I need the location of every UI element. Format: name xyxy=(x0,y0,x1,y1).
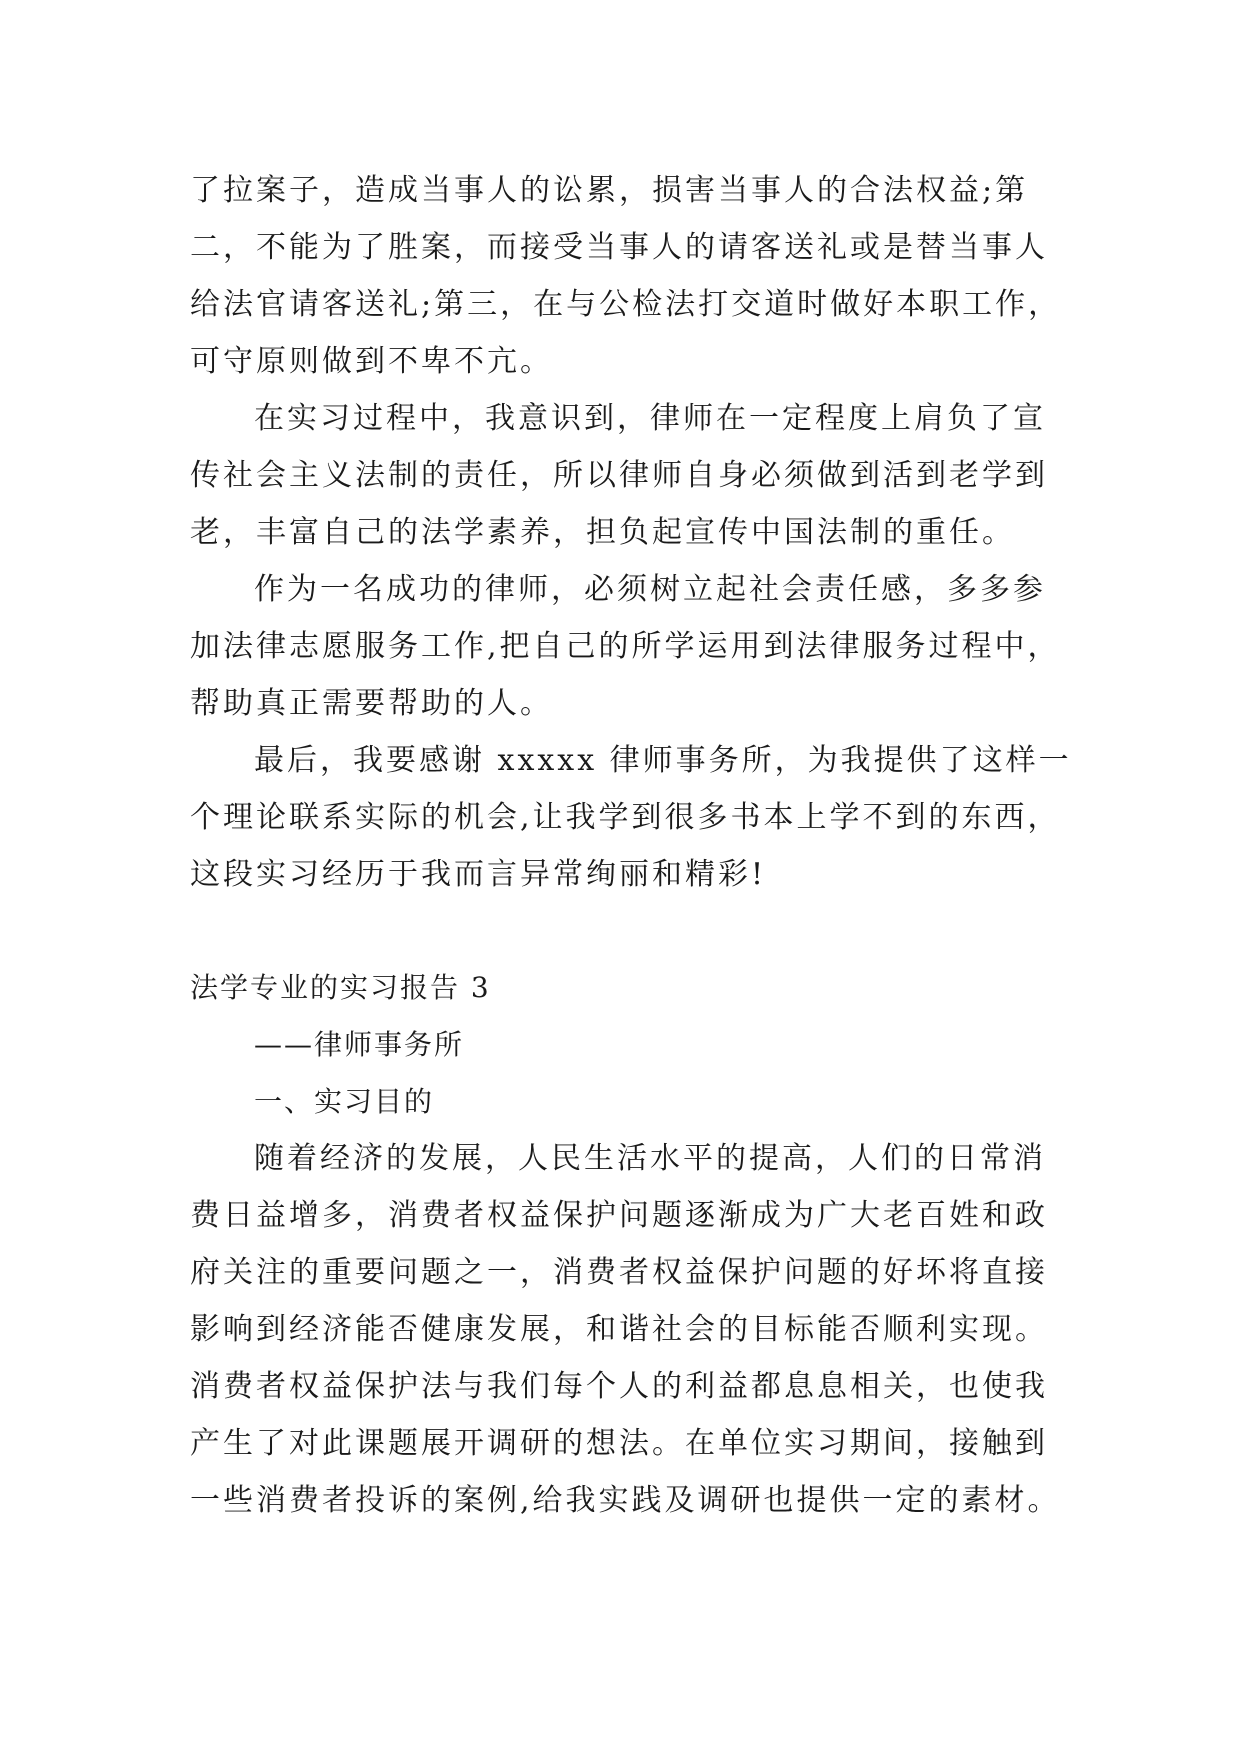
paragraph-4 xyxy=(190,732,1070,903)
paragraph-line: 给法官请客送礼;第三，在与公检法打交道时做好本职工作， xyxy=(190,287,1062,322)
paragraph-1 xyxy=(190,162,1070,390)
paragraph-line: 在实习过程中，我意识到，律师在一定程度上肩负了宣 xyxy=(254,401,1046,436)
paragraph-line: 随着经济的发展，人民生活水平的提高，人们的日常消 xyxy=(254,1141,1046,1176)
paragraph-line: 产生了对此课题展开调研的想法。在单位实习期间，接触到 xyxy=(190,1426,1048,1461)
paragraph-line: 最后，我要感谢 xxxxx 律师事务所，为我提供了这样一 xyxy=(254,743,1072,778)
paragraph-line: 了拉案子，造成当事人的讼累，损害当事人的合法权益;第 xyxy=(190,173,1029,208)
paragraph-line: 加法律志愿服务工作,把自己的所学运用到法律服务过程中， xyxy=(190,629,1061,664)
paragraph-line: 可守原则做到不卑不亢。 xyxy=(190,344,553,379)
paragraph-line: 府关注的重要问题之一，消费者权益保护问题的好坏将直接 xyxy=(190,1255,1048,1290)
paragraph-line: 影响到经济能否健康发展，和谐社会的目标能否顺利实现。 xyxy=(190,1312,1048,1347)
paragraph-line: 个理论联系实际的机会,让我学到很多书本上学不到的东西， xyxy=(190,800,1061,835)
section-title: 法学专业的实习报告 3 xyxy=(190,971,491,1004)
paragraph-line: 帮助真正需要帮助的人。 xyxy=(190,686,553,721)
paragraph-line: 老，丰富自己的法学素养，担负起宣传中国法制的重任。 xyxy=(190,515,1015,550)
paragraph-2 xyxy=(190,390,1070,561)
paragraph-line: 一些消费者投诉的案例,给我实践及调研也提供一定的素材。 xyxy=(190,1483,1061,1518)
paragraph-line: 作为一名成功的律师，必须树立起社会责任感，多多参 xyxy=(254,572,1046,607)
paragraph-5 xyxy=(190,1130,1070,1529)
paragraph-line: 这段实习经历于我而言异常绚丽和精彩! xyxy=(190,857,767,892)
section-heading: 一、实习目的 xyxy=(254,1085,435,1118)
paragraph-line: 费日益增多，消费者权益保护问题逐渐成为广大老百姓和政 xyxy=(190,1198,1048,1233)
section-spacer xyxy=(190,903,1070,959)
section-subtitle: ——律师事务所 xyxy=(254,1028,465,1061)
paragraph-3 xyxy=(190,561,1070,732)
paragraph-line: 传社会主义法制的责任，所以律师自身必须做到活到老学到 xyxy=(190,458,1048,493)
paragraph-line: 二，不能为了胜案，而接受当事人的请客送礼或是替当事人 xyxy=(190,230,1048,265)
document-body xyxy=(190,162,1070,1529)
paragraph-line: 消费者权益保护法与我们每个人的利益都息息相关，也使我 xyxy=(190,1369,1048,1404)
